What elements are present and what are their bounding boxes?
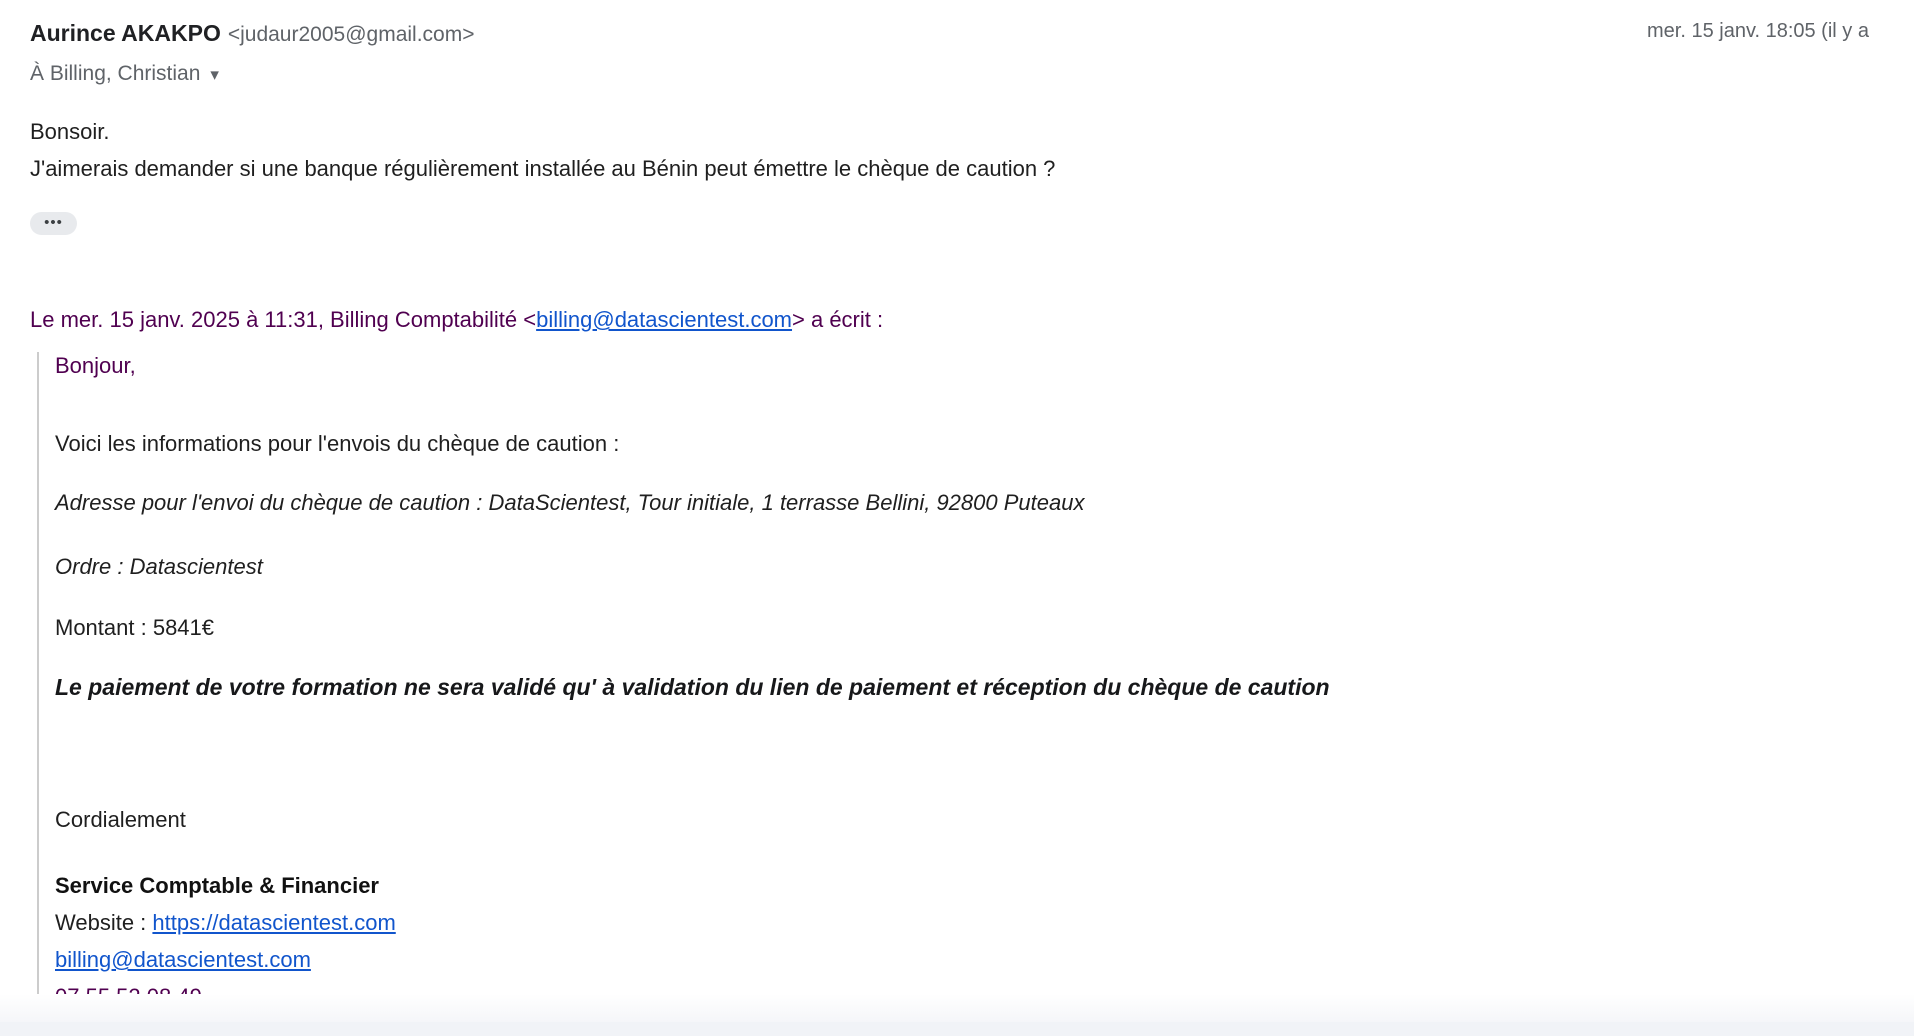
recipient-label: À Billing, Christian — [30, 62, 201, 85]
signature-team: Service Comptable & Financier — [55, 873, 379, 898]
caret-down-icon[interactable]: ▾ — [210, 64, 219, 84]
message-line: J'aimerais demander si une banque régulièrement installée au Bénin peut émettre le chèque de caution ? — [30, 156, 1056, 181]
message-line: Bonsoir. — [30, 119, 110, 144]
quoted-sender-email-link[interactable]: billing@datascientest.com — [536, 307, 793, 332]
recipient-row[interactable] — [30, 60, 1914, 88]
quote-address-line: Adresse pour l'envoi du chèque de caution : DataScientest, Tour initiale, 1 terrasse Bellini, 92800 Puteaux — [55, 490, 1085, 515]
sender-email: <judaur2005@gmail.com> — [227, 23, 475, 46]
signature-website-line — [55, 904, 1914, 941]
quote-attribution — [30, 306, 1914, 334]
website-link[interactable]: https://datascientest.com — [152, 910, 396, 935]
quote-greeting: Bonjour, — [55, 353, 136, 378]
ellipsis-icon: ••• — [44, 214, 63, 231]
bottom-fade — [0, 994, 1914, 1022]
signature-block — [55, 867, 1914, 1015]
website-label: Website : — [55, 910, 153, 935]
quote-order-line: Ordre : Datascientest — [55, 554, 263, 579]
signature-email-link[interactable]: billing@datascientest.com — [55, 947, 311, 972]
quote-intro: Voici les informations pour l'envois du chèque de caution : — [55, 431, 620, 456]
quote-closing: Cordialement — [55, 807, 186, 832]
viewport-bottom-edge — [0, 1022, 1914, 1036]
quote-attribution-prefix: Le mer. 15 janv. 2025 à 11:31, Billing Comptabilité < — [30, 307, 537, 332]
show-trimmed-content-button[interactable] — [30, 212, 77, 235]
message-header — [30, 18, 1914, 52]
sender-name[interactable]: Aurince AKAKPO — [30, 20, 221, 46]
quote-amount-line: Montant : 5841€ — [55, 615, 215, 640]
quote-attribution-suffix: > a écrit : — [792, 307, 884, 332]
signature-email-line — [55, 941, 1914, 978]
message-date: mer. 15 janv. 18:05 (il y a — [1647, 20, 1869, 42]
quoted-message — [37, 352, 1914, 1015]
quote-warning-line: Le paiement de votre formation ne sera validé qu' à validation du lien de paiement et réception du chèque de caution — [55, 674, 1330, 700]
